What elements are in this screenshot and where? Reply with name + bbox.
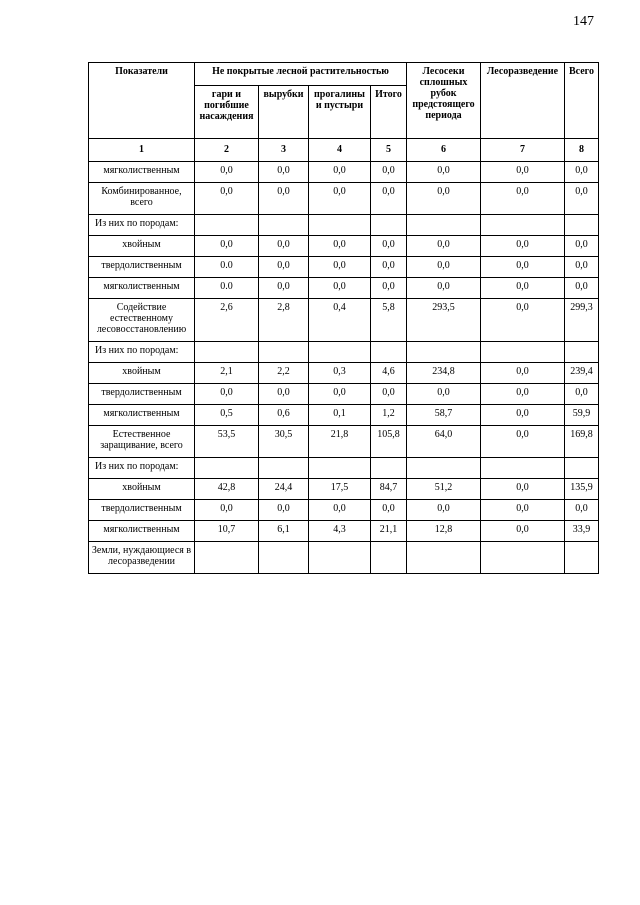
cell-value: 1,2	[371, 405, 407, 426]
cell-value: 0,0	[481, 405, 565, 426]
cell-value: 0,0	[371, 257, 407, 278]
cell-value: 0,0	[259, 278, 309, 299]
cell-value: 10,7	[195, 521, 259, 542]
column-number: 3	[259, 139, 309, 162]
cell-value: 30,5	[259, 426, 309, 458]
cell-value: 239,4	[565, 363, 599, 384]
header-clearcuts: Лесосеки сплошных рубок предстоящего периода	[407, 63, 481, 139]
cell-value	[481, 342, 565, 363]
cell-value: 0,0	[481, 183, 565, 215]
cell-value: 51,2	[407, 479, 481, 500]
cell-value: 0,0	[259, 162, 309, 183]
page-number: 147	[573, 14, 594, 29]
table-row	[89, 363, 599, 384]
table-body	[89, 162, 599, 574]
cell-value: 2,6	[195, 299, 259, 342]
cell-value: 0,0	[565, 162, 599, 183]
table-row	[89, 521, 599, 542]
cell-value	[195, 542, 259, 574]
header-cuttings: вырубки	[259, 86, 309, 139]
cell-value: 0,0	[481, 257, 565, 278]
row-label: мягколиственным	[89, 162, 195, 183]
cell-value: 0,0	[371, 236, 407, 257]
cell-value: 0,0	[481, 426, 565, 458]
cell-value: 0,0	[407, 236, 481, 257]
cell-value: 24,4	[259, 479, 309, 500]
cell-value: 12,8	[407, 521, 481, 542]
cell-value: 234,8	[407, 363, 481, 384]
cell-value	[371, 458, 407, 479]
cell-value: 0,0	[407, 500, 481, 521]
cell-value: 0,0	[371, 183, 407, 215]
table-row	[89, 162, 599, 183]
cell-value: 84,7	[371, 479, 407, 500]
cell-value: 53,5	[195, 426, 259, 458]
cell-value: 0,0	[195, 384, 259, 405]
cell-value	[195, 215, 259, 236]
cell-value: 0,0	[481, 521, 565, 542]
cell-value	[259, 215, 309, 236]
cell-value: 0,1	[309, 405, 371, 426]
cell-value: 0,0	[259, 183, 309, 215]
cell-value: 293,5	[407, 299, 481, 342]
header-not-covered: Не покрытые лесной растительностью	[195, 63, 407, 86]
row-label: мягколиственным	[89, 521, 195, 542]
cell-value: 21,1	[371, 521, 407, 542]
cell-value: 0,0	[565, 183, 599, 215]
cell-value	[481, 458, 565, 479]
forest-land-table	[88, 62, 599, 574]
cell-value	[565, 215, 599, 236]
cell-value: 0,0	[407, 162, 481, 183]
header-indicators: Показатели	[89, 63, 195, 139]
cell-value: 0,0	[309, 500, 371, 521]
cell-value: 0,0	[195, 236, 259, 257]
cell-value: 0,3	[309, 363, 371, 384]
cell-value: 0,0	[407, 384, 481, 405]
cell-value	[407, 342, 481, 363]
cell-value: 0,0	[259, 500, 309, 521]
cell-value	[259, 458, 309, 479]
cell-value: 0,6	[259, 405, 309, 426]
cell-value: 0,0	[481, 479, 565, 500]
table-row	[89, 500, 599, 521]
cell-value	[481, 215, 565, 236]
table-row	[89, 299, 599, 342]
table-row	[89, 384, 599, 405]
cell-value: 0,0	[481, 162, 565, 183]
cell-value: 299,3	[565, 299, 599, 342]
cell-value: 42,8	[195, 479, 259, 500]
row-label: мягколиственным	[89, 405, 195, 426]
header-subtotal: Итого	[371, 86, 407, 139]
header-glades: прогалины и пустыри	[309, 86, 371, 139]
cell-value: 33,9	[565, 521, 599, 542]
cell-value: 0,0	[481, 236, 565, 257]
column-number: 7	[481, 139, 565, 162]
cell-value	[371, 342, 407, 363]
cell-value	[407, 542, 481, 574]
row-label: твердолиственным	[89, 384, 195, 405]
cell-value: 0,0	[195, 500, 259, 521]
column-number-row	[89, 139, 599, 162]
cell-value	[481, 542, 565, 574]
cell-value: 0,0	[371, 384, 407, 405]
row-label: Комбинированное, всего	[89, 183, 195, 215]
cell-value	[565, 342, 599, 363]
cell-value: 21,8	[309, 426, 371, 458]
cell-value: 0,0	[407, 257, 481, 278]
cell-value	[407, 458, 481, 479]
cell-value: 6,1	[259, 521, 309, 542]
cell-value	[371, 542, 407, 574]
header-total: Всего	[565, 63, 599, 139]
cell-value: 0,0	[481, 278, 565, 299]
cell-value: 0,0	[481, 299, 565, 342]
cell-value: 4,3	[309, 521, 371, 542]
cell-value: 0,0	[407, 183, 481, 215]
cell-value: 4,6	[371, 363, 407, 384]
table-row	[89, 342, 599, 363]
table-row	[89, 542, 599, 574]
cell-value: 0,0	[371, 278, 407, 299]
row-label: Из них по породам:	[89, 458, 195, 479]
cell-value	[309, 215, 371, 236]
row-label: твердолиственным	[89, 257, 195, 278]
cell-value: 0,0	[481, 384, 565, 405]
cell-value	[371, 215, 407, 236]
cell-value	[259, 542, 309, 574]
cell-value	[195, 458, 259, 479]
cell-value	[259, 342, 309, 363]
cell-value	[407, 215, 481, 236]
cell-value	[565, 458, 599, 479]
cell-value: 64,0	[407, 426, 481, 458]
cell-value: 0,0	[565, 384, 599, 405]
cell-value: 0,0	[195, 162, 259, 183]
cell-value	[309, 342, 371, 363]
table-row	[89, 236, 599, 257]
cell-value: 2,8	[259, 299, 309, 342]
cell-value: 5,8	[371, 299, 407, 342]
cell-value: 0,0	[371, 500, 407, 521]
table-row	[89, 479, 599, 500]
cell-value: 0,0	[259, 236, 309, 257]
cell-value: 105,8	[371, 426, 407, 458]
cell-value: 2,2	[259, 363, 309, 384]
cell-value: 59,9	[565, 405, 599, 426]
column-number: 1	[89, 139, 195, 162]
cell-value: 2,1	[195, 363, 259, 384]
cell-value: 0,0	[309, 257, 371, 278]
cell-value	[309, 542, 371, 574]
cell-value: 0,0	[407, 278, 481, 299]
cell-value: 0,0	[565, 236, 599, 257]
column-number: 5	[371, 139, 407, 162]
table-row	[89, 405, 599, 426]
cell-value: 0,0	[481, 500, 565, 521]
cell-value: 0,0	[195, 183, 259, 215]
row-label: хвойным	[89, 479, 195, 500]
header-burned: гари и погибшие насаждения	[195, 86, 259, 139]
row-label: хвойным	[89, 236, 195, 257]
row-label: Естественное заращивание, всего	[89, 426, 195, 458]
cell-value: 0,0	[565, 278, 599, 299]
header-afforestation: Лесоразведение	[481, 63, 565, 139]
table-row	[89, 257, 599, 278]
column-number: 8	[565, 139, 599, 162]
row-label: Содействие естественному лесовосстановлению	[89, 299, 195, 342]
row-label: Из них по породам:	[89, 342, 195, 363]
cell-value: 0,4	[309, 299, 371, 342]
table-row	[89, 183, 599, 215]
cell-value	[195, 342, 259, 363]
table-row	[89, 458, 599, 479]
cell-value: 0,0	[259, 257, 309, 278]
cell-value: 0,0	[371, 162, 407, 183]
cell-value: 169,8	[565, 426, 599, 458]
row-label: Земли, нуждающиеся в лесоразведении	[89, 542, 195, 574]
cell-value	[309, 458, 371, 479]
cell-value: 17,5	[309, 479, 371, 500]
cell-value: 0,5	[195, 405, 259, 426]
cell-value: 0,0	[565, 500, 599, 521]
cell-value: 0,0	[309, 384, 371, 405]
cell-value: 0,0	[309, 236, 371, 257]
cell-value: 0.0	[195, 257, 259, 278]
table-row	[89, 215, 599, 236]
cell-value: 0,0	[565, 257, 599, 278]
row-label: хвойным	[89, 363, 195, 384]
column-number: 4	[309, 139, 371, 162]
row-label: мягколиственным	[89, 278, 195, 299]
cell-value: 0,0	[481, 363, 565, 384]
cell-value: 0,0	[309, 162, 371, 183]
cell-value	[565, 542, 599, 574]
row-label: твердолиственным	[89, 500, 195, 521]
cell-value: 58,7	[407, 405, 481, 426]
row-label: Из них по породам:	[89, 215, 195, 236]
cell-value: 0,0	[309, 278, 371, 299]
table-row	[89, 278, 599, 299]
cell-value: 0,0	[309, 183, 371, 215]
column-number: 6	[407, 139, 481, 162]
cell-value: 135,9	[565, 479, 599, 500]
cell-value: 0.0	[195, 278, 259, 299]
cell-value: 0,0	[259, 384, 309, 405]
column-number: 2	[195, 139, 259, 162]
table-row	[89, 426, 599, 458]
